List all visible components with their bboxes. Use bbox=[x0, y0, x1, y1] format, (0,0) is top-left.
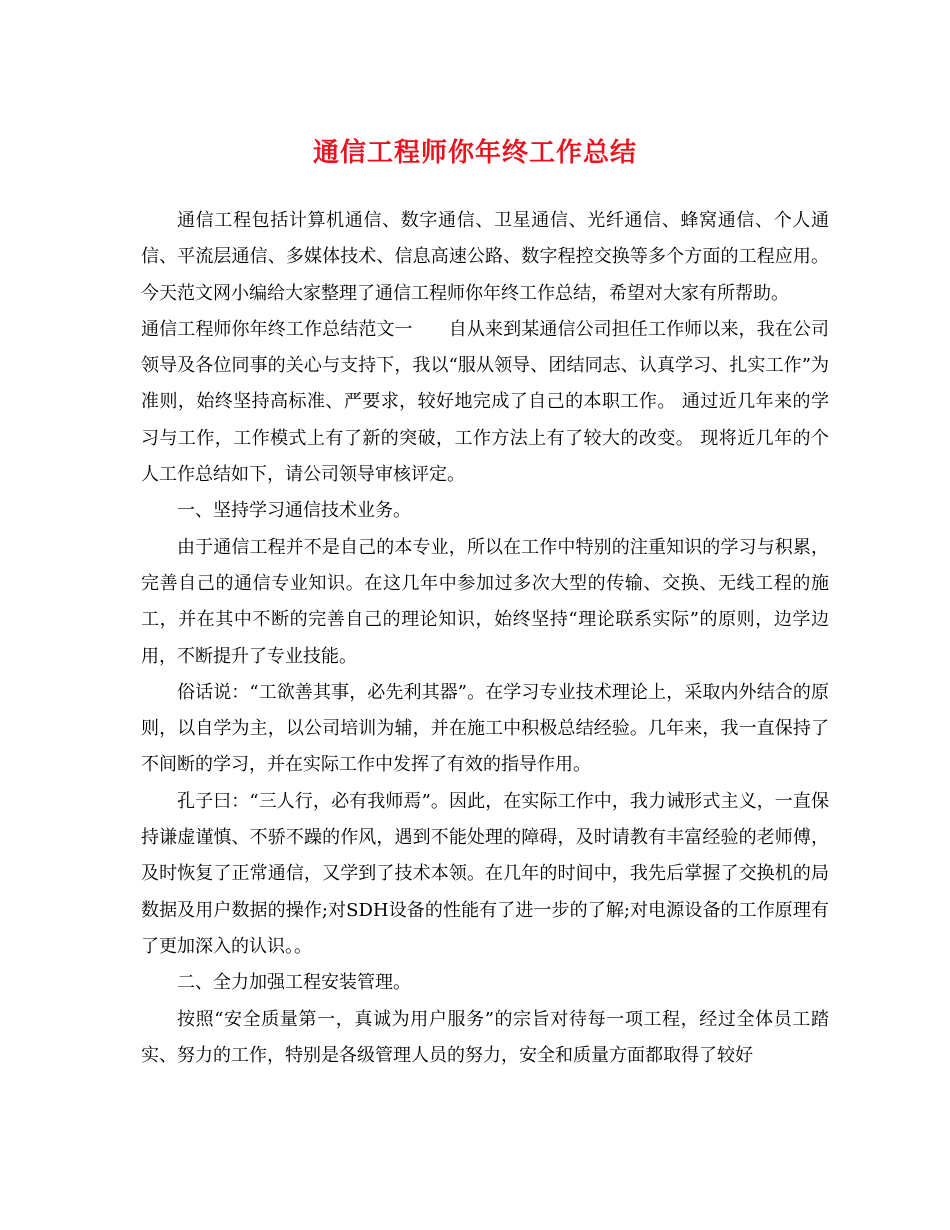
heading-one: 一、坚持学习通信技术业务。 bbox=[177, 500, 411, 522]
paragraph-section-heading bbox=[141, 312, 829, 493]
paragraph-opening: 自从来到某通信公司担任工作师以来，我在公司领导及各位同事的关心与支持下，我以“服从领导、团结同志、认真学习、扎实工作”为准则，始终坚持高标准、严要求，较好地完成了自己的本职工作。 通过近几年来的学习与工作，工作模式上有了新的突破，工作方法上有了较大的改变。 现将近几年的个人工作总结如下，请公司领导审核评定。 bbox=[141, 318, 830, 486]
document-title: 通信工程师你年终工作总结 bbox=[312, 138, 637, 168]
paragraph-intro: 通信工程包括计算机通信、数字通信、卫星通信、光纤通信、蜂窝通信、个人通信、平流层通信、多媒体技术、信息高速公路、数字程控交换等多个方面的工程应用。今天范文网小编给大家整理了通信工程师你年终工作总结，希望对大家有所帮助。 bbox=[141, 210, 829, 304]
paragraph-proverb: 俗话说：“工欲善其事，必先利其器”。在学习专业技术理论上，采取内外结合的原则，以自学为主，以公司培训为辅，并在施工中积极总结经验。几年来，我一直保持了不间断的学习，并在实际工作中发挥了有效的指导作用。 bbox=[141, 681, 829, 776]
paragraph-quality: 按照“安全质量第一，真诚为用户服务”的宗旨对待每一项工程，经过全体员工踏实、努力的工作，特别是各级管理人员的努力，安全和质量方面都取得了较好 bbox=[141, 1008, 829, 1066]
paragraph-confucius: 孔子曰：“三人行，必有我师焉”。因此，在实际工作中，我力诫形式主义，一直保持谦虚谨慎、不骄不躁的作风，遇到不能处理的障碍，及时请教有丰富经验的老师傅，及时恢复了正常通信，又学到了技术本领。在几年的时间中，我先后掌握了交换机的局数据及用户数据的操作;对SDH设备的性能有了进一步的了解;对电源设备的工作原理有了更加深入的认识。。 bbox=[141, 790, 829, 957]
heading-two: 二、全力加强工程安装管理。 bbox=[177, 972, 411, 994]
document-body bbox=[141, 203, 829, 1074]
sample-heading: 通信工程师你年终工作总结范文一 bbox=[141, 318, 413, 340]
paragraph-study: 由于通信工程并不是自己的本专业，所以在工作中特别的注重知识的学习与积累，完善自己的通信专业知识。在这几年中参加过多次大型的传输、交换、无线工程的施工，并在其中不断的完善自己的理论知识，始终坚持“理论联系实际”的原则，边学边用，不断提升了专业技能。 bbox=[141, 536, 829, 667]
